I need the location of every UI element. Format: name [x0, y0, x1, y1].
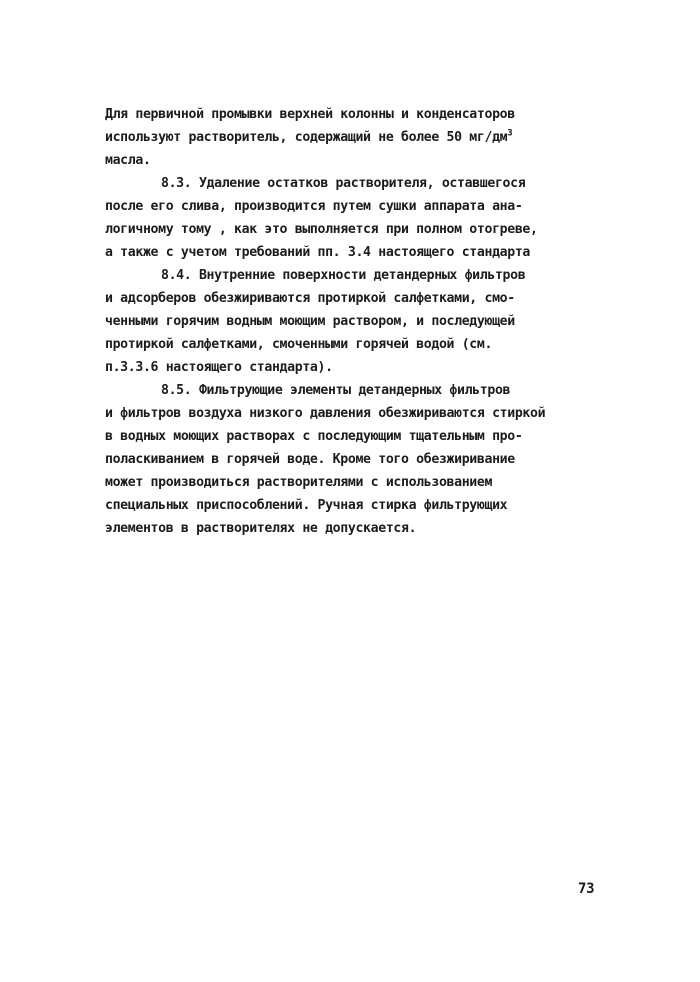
text-line-with-unit — [105, 126, 625, 149]
text-line: в водных моющих растворах с последующим тщательным про- — [105, 429, 523, 444]
text-line: и фильтров воздуха низкого давления обезжириваются стиркой — [105, 406, 546, 421]
paragraph-8-3-start: 8.3. Удаление остатков растворителя, оставшегося — [161, 176, 526, 191]
body-text — [105, 103, 625, 540]
paragraph-8-4-start: 8.4. Внутренние поверхности детандерных фильтров — [161, 268, 526, 283]
text-line: а также с учетом требований пп. 3.4 настоящего стандарта — [105, 245, 531, 260]
text-line: специальных приспособлений. Ручная стирка фильтрующих — [105, 498, 508, 513]
text-line: и адсорберов обезжириваются протиркой салфетками, смо- — [105, 291, 515, 306]
text-line: п.3.3.6 настоящего стандарта). — [105, 360, 333, 375]
text-line: Для первичной промывки верхней колонны и конденсаторов — [105, 107, 515, 122]
page-number: 73 — [578, 881, 595, 897]
text-line: после его слива, производится путем сушки аппарата ана- — [105, 199, 523, 214]
text-line: поласкиванием в горячей воде. Кроме того обезжиривание — [105, 452, 515, 467]
text-line: может производиться растворителями с использованием — [105, 475, 493, 490]
text-line-content: используют растворитель, содержащий не более 50 мг/дм — [105, 130, 508, 145]
text-line: элементов в растворителях не допускается. — [105, 521, 417, 536]
text-line: протиркой салфетками, смоченными горячей водой (см. — [105, 337, 493, 352]
superscript: 3 — [507, 128, 513, 139]
text-line: логичному тому , как это выполняется при полном отогреве, — [105, 222, 538, 237]
text-line: ченными горячим водным моющим раствором, и последующей — [105, 314, 515, 329]
text-line: масла. — [105, 153, 151, 168]
paragraph-8-5-start: 8.5. Фильтрующие элементы детандерных фильтров — [161, 383, 511, 398]
